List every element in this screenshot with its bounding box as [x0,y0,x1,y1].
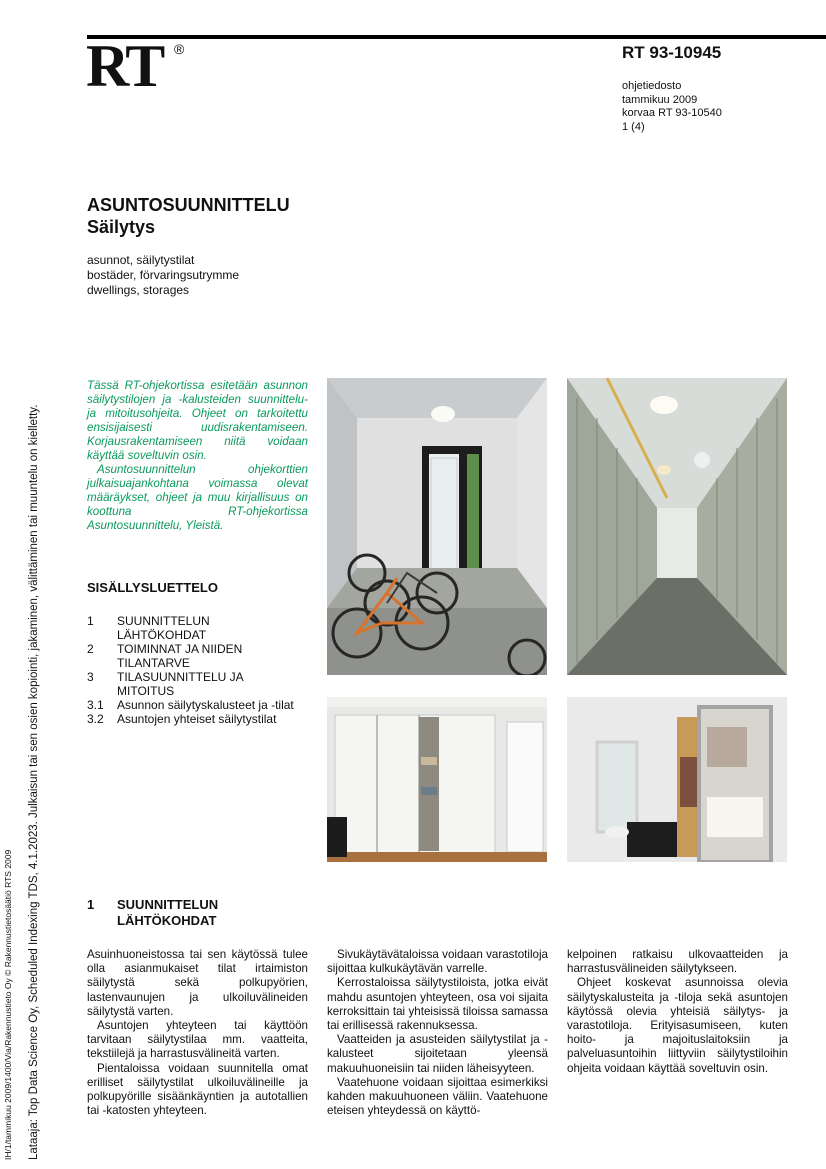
table-of-contents [87,614,317,726]
bedroom-closet-photo [567,697,787,862]
registered-mark: ® [174,41,185,57]
bicycle-storage-photo [327,378,547,675]
toc-item-text: Asuntojen yhteiset säilytystilat [117,712,277,726]
storage-corridor-photo [567,378,787,675]
section-title-line2: LÄHTÖKOHDAT [117,913,217,928]
document-meta [622,80,722,134]
paragraph: Ohjeet koskevat asunnoissa olevia säilytyskalusteita ja -tiloja sekä asuntojen käytössä olevia yhteisiä säilytys- ja varastotiloja. Erityisasumiseen, kuten hoito- ja majoituslaitoksiin ja palveluasuntoihin liittyviin säilytystiloihin ohjeita voidaan käyttää soveltuvin osin. [567,976,788,1075]
title-main: ASUNTOSUUNNITTELU [87,195,290,215]
meta-date: tammikuu 2009 [622,93,698,106]
toc-item-text: TOIMINNAT JA NIIDEN TILANTARVE [117,642,243,670]
section-number: 1 [87,897,95,912]
document-number: RT 93-10945 [622,43,722,62]
toc-item-text: SUUNNITTELUN LÄHTÖKOHDAT [117,614,210,642]
paragraph: Vaatteiden ja asusteiden säilytystilat ja -kalusteet sijoitetaan yleensä makuuhuoneisiin tai niiden läheisyyteen. [327,1033,548,1075]
toc-item-text: Asunnon säilytyskalusteet ja -tilat [117,698,294,712]
paragraph: Asuntojen yhteyteen tai käyttöön tarvitaan säilytystilaa mm. vaatteita, tekstiilejä ja harrastusvälineitä varten. [87,1019,308,1061]
paragraph: Sivukäytävätaloissa voidaan varastotiloja sijoittaa kulkukäytävän varrelle. [327,948,548,976]
meta-type: ohjetiedosto [622,80,682,92]
toc-item-number: 3 [87,670,94,684]
toc-item [87,614,317,642]
section-title-line1: SUUNNITTELUN [117,897,219,912]
toc-item-number: 3.1 [87,698,104,712]
keywords-en: dwellings, storages [87,283,190,297]
body-column-2 [327,948,548,1118]
toc-item [87,670,317,698]
keywords [87,253,239,298]
top-rule [87,35,826,39]
paragraph: Vaatehuone voidaan sijoittaa esimerkiksi kahden makuuhuoneen väliin. Vaatehuone eteisen yhteydessä on käyttö- [327,1075,548,1118]
toc-item-text: TILASUUNNITTELU JA MITOITUS [117,670,244,698]
toc-item [87,642,317,670]
paragraph: Asuinhuoneistossa tai sen käytössä tulee olla asianmukaiset tilat irtaimiston säilytystä sekä polkupyörien, lastenvaunujen ja ulkoiluvälineiden säilytystä varten. [87,948,308,1018]
meta-replaces: korvaa RT 93-10540 [622,107,722,119]
wardrobe-photo [327,697,547,862]
intro-text [87,379,308,533]
intro-paragraph-2: Asuntosuunnittelun ohjekorttien julkaisuajankohtana voimassa olevat määräykset, ohjeet ja muu kirjallisuus on koottuna RT-ohjekortissa Asuntosuunnittelu, Yleistä. [87,463,308,532]
toc-item-number: 1 [87,614,94,628]
toc-heading: SISÄLLYSLUETTELO [87,580,218,595]
side-download-notice: Lataaja: Top Data Science Oy, Scheduled Indexing TDS, 4.1.2023. Julkaisun tai sen osien kopiointi, jakaminen, välittäminen tai muuntelu on kielletty. [28,404,40,1160]
toc-item-number: 3.2 [87,712,104,726]
toc-item [87,698,317,712]
body-column-1 [87,948,308,1118]
meta-page: 1 (4) [622,120,645,133]
toc-item [87,712,317,726]
body-column-3 [567,948,788,1076]
side-publication-info: IH/1/tammikuu 2009/1400/Via/Rakennustieto Oy © Rakennustietosäätiö RTS 2009 [3,849,13,1160]
section-1-heading [87,897,218,929]
paragraph: kelpoinen ratkaisu ulkovaatteiden ja harrastusvälineiden säilytykseen. [567,948,788,976]
title-sub: Säilytys [87,217,156,237]
page-title [87,194,290,238]
keywords-sv: bostäder, förvaringsutrymme [87,268,240,282]
paragraph: Kerrostaloissa säilytystiloista, jotka eivät mahdu asuntojen yhteyteen, osa voi sijaita kerroksittain tai yhteisissä tiloissa samassa tai erillisessä rakennuksessa. [327,976,548,1033]
toc-item-number: 2 [87,642,94,656]
rt-logo: RT [86,33,164,99]
paragraph: Pientaloissa voidaan suunnitella omat erilliset säilytystilat ulkoiluvälineille ja polkupyörille sisäänkäyntien ja autotallien tai -katosten yhteyteen. [87,1061,308,1118]
intro-paragraph-1: Tässä RT-ohjekortissa esitetään asunnon säilytystilojen ja -kalusteiden suunnittelu- ja mitoitusohjeita. Ohjeet on tarkoitettu ensisijaisesti uudisrakentamiseen. Korjausrakentamiseen niitä voidaan käyttää soveltuvin osin. [87,379,308,462]
keywords-fi: asunnot, säilytystilat [87,253,195,267]
